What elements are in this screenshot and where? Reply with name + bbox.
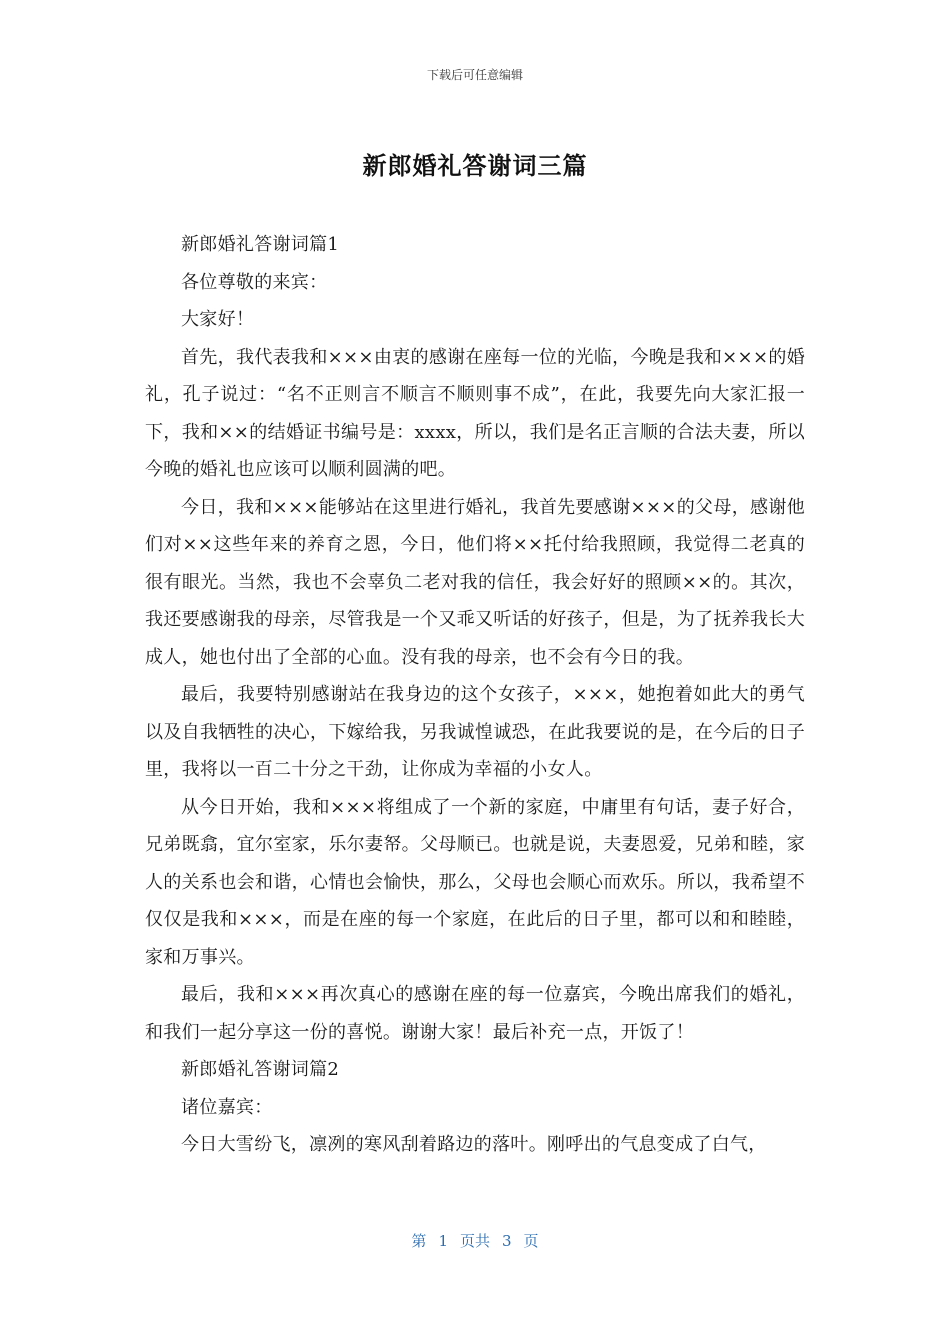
paragraph: 最后，我要特别感谢站在我身边的这个女孩子，×××，她抱着如此大的勇气以及自我牺牲的决心，下嫁给我，另我诚惶诚恐，在此我要说的是，在今后的日子里，我将以一百二十分之干劲，让你成为幸福的小女人。: [145, 684, 805, 780]
salutation: 各位尊敬的来宾：: [181, 271, 328, 293]
paragraph: 从今日开始，我和×××将组成了一个新的家庭，中庸里有句话，妻子好合，兄弟既翕，宜尔室家，乐尔妻帑。父母顺已。也就是说，夫妻恩爱，兄弟和睦，家人的关系也会和谐，心情也会愉快，那么，父母也会顺心而欢乐。所以，我希望不仅仅是我和×××，而是在座的每一个家庭，在此后的日子里，都可以和和睦睦，家和万事兴。: [145, 796, 805, 968]
page-footer: [0, 1230, 950, 1251]
page-label-middle: 页共: [459, 1232, 490, 1250]
header-note: 下载后可任意编辑: [426, 68, 523, 82]
page-title: 新郎婚礼答谢词三篇: [362, 152, 588, 180]
section-heading-2: 新郎婚礼答谢词篇2: [181, 1059, 340, 1080]
page-label-suffix: 页: [523, 1232, 539, 1250]
page-number: 1: [438, 1232, 448, 1250]
document-body: [145, 226, 805, 1164]
paragraph: 今日大雪纷飞，凛冽的寒风刮着路边的落叶。刚呼出的气息变成了白气，: [181, 1134, 767, 1155]
total-pages: 3: [502, 1232, 512, 1250]
greeting: 大家好！: [181, 309, 255, 330]
paragraph: 首先，我代表我和×××由衷的感谢在座每一位的光临，今晚是我和×××的婚礼，孔子说过：“名不正则言不顺言不顺则事不成”，在此，我要先向大家汇报一下，我和××的结婚证书编号是：xxxx，所以，我们是名正言顺的合法夫妻，所以今晚的婚礼也应该可以顺利圆满的吧。: [145, 346, 805, 480]
paragraph: 最后，我和×××再次真心的感谢在座的每一位嘉宾，今晚出席我们的婚礼，和我们一起分享这一份的喜悦。谢谢大家！最后补充一点，开饭了！: [145, 984, 805, 1043]
page-label-prefix: 第: [411, 1232, 427, 1250]
section-heading-1: 新郎婚礼答谢词篇1: [181, 234, 340, 255]
paragraph: 今日，我和×××能够站在这里进行婚礼，我首先要感谢×××的父母，感谢他们对××这些年来的养育之恩，今日，他们将××托付给我照顾，我觉得二老真的很有眼光。当然，我也不会辜负二老对我的信任，我会好好的照顾××的。其次，我还要感谢我的母亲，尽管我是一个又乖又听话的好孩子，但是，为了抚养我长大成人，她也付出了全部的心血。没有我的母亲，也不会有今日的我。: [145, 496, 805, 668]
salutation: 诸位嘉宾：: [181, 1096, 273, 1118]
